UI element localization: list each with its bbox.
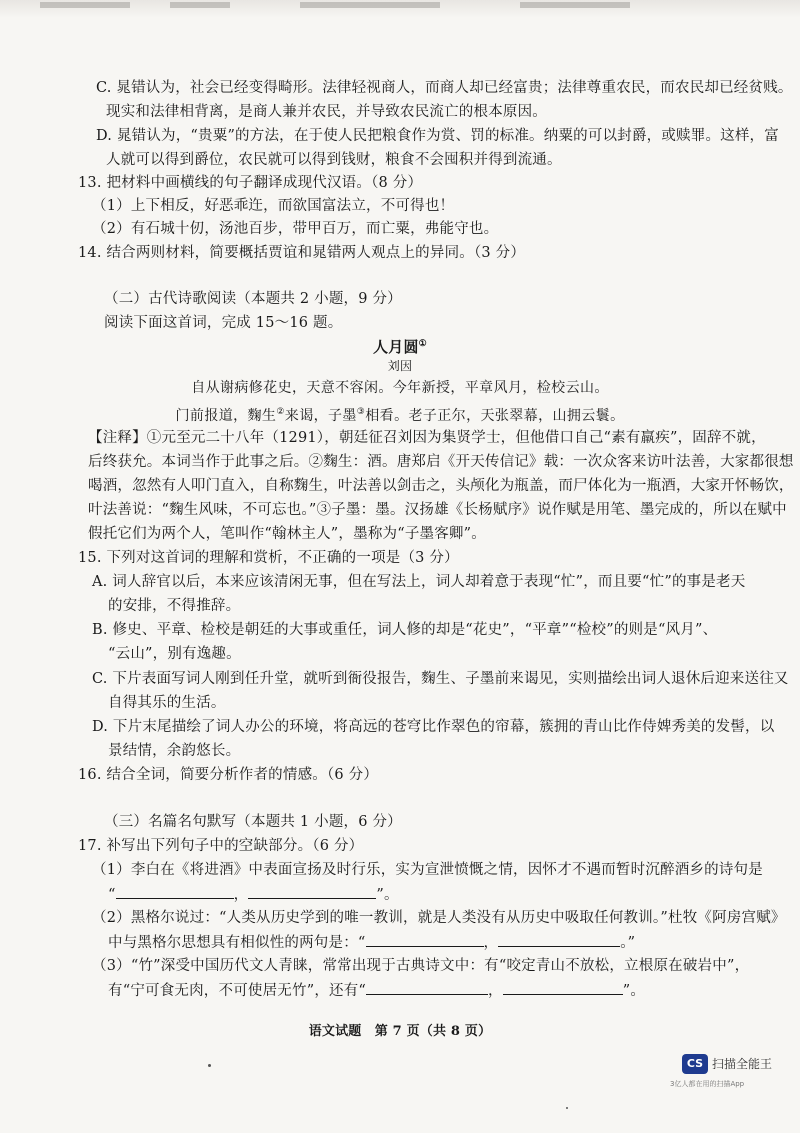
option-d-line-1: D. 晁错认为，“贵粟”的方法，在于使人民把粮食作为赏、罚的标准。纳粟的可以封爵，或赎罪。这样，富 bbox=[96, 128, 779, 144]
answer-blank-6[interactable] bbox=[503, 980, 623, 995]
poem-line-1: 自从谢病修花史，天意不容闲。今年新授，平章风月，检校云山。 bbox=[191, 380, 609, 396]
camscanner-name: 扫描全能王 bbox=[712, 1057, 773, 1071]
question-13: 13. 把材料中画横线的句子翻译成现代汉语。（8 分） bbox=[78, 175, 423, 191]
question-17: 17. 补写出下列句子中的空缺部分。（6 分） bbox=[78, 838, 364, 854]
annotation-line-2: 后终获允。本词当作于此事之后。②麴生：酒。唐郑启《开天传信记》载：一次众客来访叶法善，大家都很想 bbox=[88, 454, 794, 470]
answer-blank-1[interactable] bbox=[116, 884, 234, 899]
option-d-line-2: 人就可以得到爵位，农民就可以得到钱财，粮食不会囤积并得到流通。 bbox=[106, 152, 562, 168]
answer-blank-4[interactable] bbox=[498, 932, 620, 947]
question-17-item-2-line-1: （2）黑格尔说过：“人类从历史学到的唯一教训，就是人类没有从历史中吸取任何教训。”杜牧《阿房宫赋》 bbox=[92, 910, 786, 926]
section-2-heading: （二）古代诗歌阅读（本题共 2 小题，9 分） bbox=[104, 291, 402, 307]
answer-blank-5[interactable] bbox=[366, 980, 488, 995]
poem-line-2-part-3: 相看。老子正尔，天张翠幕，山拥云鬟。 bbox=[365, 408, 625, 424]
answer-blank-2[interactable] bbox=[248, 884, 376, 899]
question-16: 16. 结合全词，简要分析作者的情感。（6 分） bbox=[78, 767, 379, 783]
annotation-line-4: 叶法善说：“麴生风味，不可忘也。”③子墨：墨。汉扬雄《长杨赋序》说作赋是用笔、墨完成的，所以在赋中 bbox=[88, 502, 787, 518]
camscanner-logo-icon: CS bbox=[682, 1054, 708, 1074]
comma: ， bbox=[483, 935, 499, 951]
item-2-prompt: 中与黑格尔思想具有相似性的两句是：“ bbox=[108, 935, 366, 951]
poem-footnote-mark-2: ② bbox=[276, 407, 285, 417]
poem-title-footnote-mark: ① bbox=[418, 339, 427, 349]
poem-author: 刘因 bbox=[387, 359, 413, 373]
option-c-line-1: C. 晁错认为，社会已经变得畸形。法律轻视商人，而商人却已经富贵；法律尊重农民，而农民却已经贫贱。 bbox=[96, 80, 793, 96]
open-quote: “ bbox=[108, 887, 116, 903]
close-quote: 。” bbox=[620, 935, 636, 951]
annotation-line-5: 假托它们为两个人，笔叫作“翰林主人”，墨称为“子墨客卿”。 bbox=[88, 526, 486, 542]
answer-blank-3[interactable] bbox=[366, 932, 484, 947]
poem-line-2-part-1: 门前报道，麴生 bbox=[175, 408, 277, 424]
annotation-line-3: 喝酒，忽然有人叩门直入，自称麴生，叶法善以剑击之，头颅化为瓶盖，而尸体化为一瓶酒，大家开怀畅饮， bbox=[88, 478, 794, 494]
scan-speck bbox=[566, 1107, 568, 1109]
section-2-intro: 阅读下面这首词，完成 15～16 题。 bbox=[104, 315, 343, 331]
question-17-item-3-line-1: （3）“竹”深受中国历代文人青睐，常常出现于古典诗文中：有“咬定青山不放松，立根原在破岩中”， bbox=[92, 958, 750, 974]
question-15-option-d-line-1: D. 下片末尾描绘了词人办公的环境，将高远的苍穹比作翠色的帘幕，簇拥的青山比作侍婢秀美的发髻，以 bbox=[92, 719, 775, 735]
question-14: 14. 结合两则材料，简要概括贾谊和晁错两人观点上的异同。（3 分） bbox=[78, 245, 526, 261]
close-quote: ”。 bbox=[622, 983, 646, 999]
page-footer: 语文试题 第 7 页（共 8 页） bbox=[308, 1024, 492, 1039]
camscanner-watermark bbox=[662, 1052, 792, 1096]
camscanner-tagline: 3亿人都在用的扫描App bbox=[670, 1080, 745, 1088]
question-17-item-2-line-2 bbox=[108, 932, 635, 953]
question-15-option-c-line-2: 自得其乐的生活。 bbox=[108, 695, 226, 711]
close-quote: ”。 bbox=[376, 887, 399, 903]
section-3-heading: （三）名篇名句默写（本题共 1 小题，6 分） bbox=[104, 814, 402, 830]
comma: ， bbox=[233, 887, 249, 903]
question-15-option-b-line-1: B. 修史、平章、检校是朝廷的大事或重任，词人修的却是“花史”，“平章”“检校”的则是“风月”、 bbox=[92, 622, 718, 638]
question-13-item-2: （2）有石城十仞，汤池百步，带甲百万，而亡粟，弗能守也。 bbox=[92, 221, 499, 237]
question-17-item-1-line-1: （1）李白在《将进酒》中表面宣扬及时行乐，实为宣泄愤慨之情，因怀才不遇而暂时沉醉酒乡的诗句是 bbox=[92, 862, 763, 878]
question-15-option-a-line-2: 的安排，不得推辞。 bbox=[108, 598, 241, 614]
item-3-prompt: 有“宁可食无肉，不可使居无竹”，还有“ bbox=[108, 983, 367, 999]
scan-speck bbox=[208, 1064, 211, 1067]
poem-line-2-part-2: 来谒，子墨 bbox=[284, 408, 357, 424]
question-17-item-3-line-2 bbox=[108, 980, 645, 1001]
option-c-line-2: 现实和法律相背离，是商人兼并农民，并导致农民流亡的根本原因。 bbox=[106, 104, 547, 120]
question-13-item-1: （1）上下相反，好恶乖迕，而欲国富法立，不可得也！ bbox=[92, 198, 455, 214]
question-17-item-1-line-2 bbox=[108, 884, 399, 905]
poem-title bbox=[0, 334, 800, 357]
question-15-option-a-line-1: A. 词人辞官以后，本来应该清闲无事，但在写法上，词人却着意于表现“忙”，而且要“忙”的事是老天 bbox=[92, 574, 746, 590]
poem-title-text: 人月圆 bbox=[373, 338, 419, 356]
question-15-option-d-line-2: 景结情，余韵悠长。 bbox=[108, 743, 241, 759]
question-15: 15. 下列对这首词的理解和赏析，不正确的一项是（3 分） bbox=[78, 550, 459, 566]
question-15-option-b-line-2: “云山”，别有逸趣。 bbox=[108, 646, 241, 662]
poem-footnote-mark-3: ③ bbox=[356, 407, 366, 417]
annotation-line-1: 【注释】①元至元二十八年（1291），朝廷征召刘因为集贤学士，但他借口自己“素有羸疾”，固辞不就， bbox=[88, 430, 766, 446]
poem-line-2 bbox=[0, 402, 800, 426]
comma: ， bbox=[488, 983, 503, 999]
question-15-option-c-line-1: C. 下片表面写词人刚到任升堂，就听到衙役报告，麴生、子墨前来谒见，实则描绘出词人退休后迎来送往又 bbox=[92, 671, 789, 687]
